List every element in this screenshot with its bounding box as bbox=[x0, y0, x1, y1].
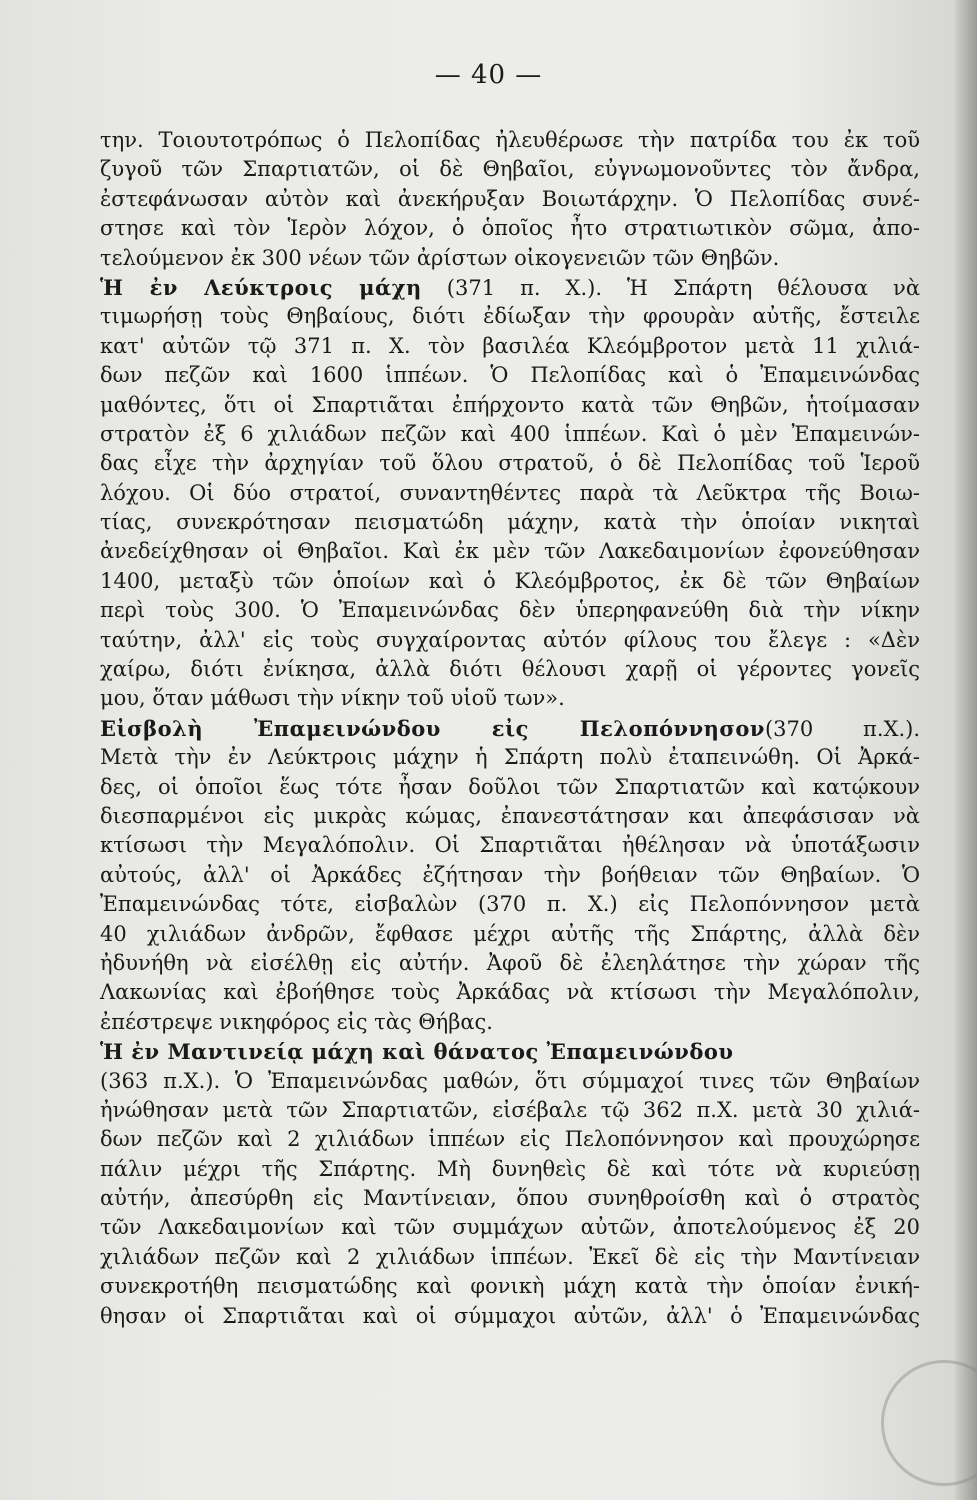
body-text bbox=[100, 126, 920, 1331]
line-text: τῶν Λακεδαιμονίων καὶ τῶν συμμάχων αὐτῶν, ἀποτελούμενος ἐξ 20 bbox=[100, 1215, 920, 1240]
line-text: την. Τοιουτοτρόπως ὁ Πελοπίδας ἠλευθέρωσε τὴν πατρίδα του ἐκ τοῦ bbox=[100, 128, 920, 152]
line-text: στησε καὶ τὸν Ἱερὸν λόχον, ὁ ὁποῖος ἦτο στρατιωτικὸν σῶμα, ἀπο- bbox=[100, 216, 920, 241]
page-number: — 40 — bbox=[434, 60, 543, 90]
line-text: 40 χιλιάδων ἀνδρῶν, ἔφθασε μέχρι αὐτῆς τῆς Σπάρτης, ἀλλὰ δὲν bbox=[100, 921, 920, 946]
line-text: 1400, μεταξὺ τῶν ὁποίων καὶ ὁ Κλεόμβροτος, ἐκ δὲ τῶν Θηβαίων bbox=[100, 568, 920, 593]
text-line bbox=[100, 479, 920, 508]
text-line bbox=[100, 244, 920, 273]
text-line bbox=[100, 1125, 920, 1154]
text-line bbox=[100, 920, 920, 949]
line-text: διεσπαρμένοι εἰς μικρὰς κώμας, ἐπανεστάτησαν και ἀπεφάσισαν νὰ bbox=[100, 803, 920, 828]
text-line bbox=[100, 890, 920, 919]
line-text: χαίρω, διότι ἐνίκησα, ἀλλὰ διότι θέλουσι χαρῇ οἱ γέροντες γονεῖς bbox=[100, 657, 920, 682]
line-text: ταύτην, ἀλλ' εἰς τοὺς συγχαίροντας αὐτόν φίλους του ἔλεγε : «Δὲν bbox=[100, 627, 920, 652]
line-text: κατ' αὐτῶν τῷ 371 π. Χ. τὸν βασιλέα Κλεόμβροτον μετὰ 11 χιλιά- bbox=[100, 333, 920, 358]
text-line bbox=[100, 361, 920, 390]
text-line bbox=[100, 155, 920, 184]
line-text: (363 π.Χ.). Ὁ Ἐπαμεινώνδας μαθών, ὅτι σύμμαχοί τινες τῶν Θηβαίων bbox=[100, 1068, 920, 1093]
text-line bbox=[100, 420, 920, 449]
line-text: μαθόντες, ὅτι οἱ Σπαρτιᾶται ἐπήρχοντο κατὰ τῶν Θηβῶν, ἡτοίμασαν bbox=[100, 392, 920, 417]
text-line bbox=[100, 684, 920, 713]
line-text: (370 π.Χ.). bbox=[764, 716, 920, 741]
line-text: χιλιάδων πεζῶν καὶ 2 χιλιάδων ἱππέων. Ἐκεῖ δὲ εἰς τὴν Μαντίνειαν bbox=[100, 1244, 920, 1269]
line-text: στρατὸν ἐξ 6 χιλιάδων πεζῶν καὶ 400 ἱππέων. Καὶ ὁ μὲν Ἐπαμεινών- bbox=[100, 421, 920, 446]
section-heading-line bbox=[100, 714, 920, 743]
line-text: λόχου. Οἱ δύο στρατοί, συναντηθέντες παρὰ τὰ Λεῦκτρα τῆς Βοιω- bbox=[100, 480, 920, 505]
line-text: αὐτήν, ἀπεσύρθη εἰς Μαντίνειαν, ὅπου συνηθροίσθη καὶ ὁ στρατὸς bbox=[100, 1186, 920, 1211]
line-text: ἐστεφάνωσαν αὐτὸν καὶ ἀνεκήρυξαν Βοιωτάρχην. Ὁ Πελοπίδας συνέ- bbox=[100, 186, 920, 211]
line-text: ἀνεδείχθησαν οἱ Θηβαῖοι. Καὶ ἐκ μὲν τῶν Λακεδαιμονίων ἐφονεύθησαν bbox=[100, 539, 920, 564]
section-heading: Ἡ ἐν Μαντινείᾳ μάχη καὶ θάνατος Ἐπαμεινώνδου bbox=[100, 1039, 734, 1065]
text-line bbox=[100, 596, 920, 625]
text-line bbox=[100, 567, 920, 596]
line-text: δων πεζῶν καὶ 2 χιλιάδων ἱππέων εἰς Πελοπόννησον καὶ προυχώρησε bbox=[100, 1127, 920, 1152]
text-line bbox=[100, 831, 920, 860]
text-line bbox=[100, 1008, 920, 1037]
text-line bbox=[100, 214, 920, 243]
line-text: ἐπέστρεψε νικηφόρος εἰς τὰς Θήβας. bbox=[100, 1009, 493, 1034]
section-heading: Εἰσβολὴ Ἐπαμεινώνδου εἰς Πελοπόννησον bbox=[100, 715, 765, 741]
line-text: τίας, συνεκρότησαν πεισματώδη μάχην, κατὰ τὴν ὁποίαν νικηταὶ bbox=[100, 510, 920, 535]
line-text: ἠνώθησαν μετὰ τῶν Σπαρτιατῶν, εἰσέβαλε τῷ 362 π.Χ. μετὰ 30 χιλιά- bbox=[100, 1097, 920, 1122]
line-text: Ἐπαμεινώνδας τότε, εἰσβαλὼν (370 π. Χ.) εἰς Πελοπόννησον μετὰ bbox=[100, 892, 920, 917]
text-line bbox=[100, 861, 920, 890]
text-line bbox=[100, 626, 920, 655]
line-text: πάλιν μέχρι τῆς Σπάρτης. Μὴ δυνηθεὶς δὲ καὶ τότε νὰ κυριεύσῃ bbox=[100, 1156, 920, 1181]
line-text: τιμωρήσῃ τοὺς Θηβαίους, διότι ἐδίωξαν τὴν φρουρὰν αὐτῆς, ἔστειλε bbox=[100, 304, 920, 329]
line-text: (371 π. Χ.). Ἡ Σπάρτη θέλουσα νὰ bbox=[421, 275, 921, 300]
text-line bbox=[100, 1213, 920, 1242]
section-heading: Ἡ ἐν Λεύκτροις μάχη bbox=[100, 274, 422, 300]
text-line bbox=[100, 508, 920, 537]
text-line bbox=[100, 655, 920, 684]
line-text: δας εἶχε τὴν ἀρχηγίαν τοῦ ὅλου στρατοῦ, ὁ δὲ Πελοπίδας τοῦ Ἱεροῦ bbox=[100, 451, 920, 476]
text-line bbox=[100, 332, 920, 361]
line-text: μου, ὅταν μάθωσι τὴν νίκην τοῦ υἱοῦ των». bbox=[100, 686, 565, 711]
text-line bbox=[100, 1096, 920, 1125]
line-text: αὐτούς, ἀλλ' οἱ Ἀρκάδες ἐζήτησαν τὴν βοήθειαν τῶν Θηβαίων. Ὁ bbox=[100, 862, 920, 887]
section-heading-line bbox=[100, 1037, 920, 1066]
text-line bbox=[100, 1184, 920, 1213]
line-text: τελούμενον ἐκ 300 νέων τῶν ἀρίστων οἰκογενειῶν τῶν Θηβῶν. bbox=[100, 245, 780, 270]
text-line bbox=[100, 978, 920, 1007]
library-stamp bbox=[881, 1360, 977, 1486]
line-text: ἠδυνήθη νὰ εἰσέλθῃ εἰς αὐτήν. Ἀφοῦ δὲ ἐλεηλάτησε τὴν χώραν τῆς bbox=[100, 950, 920, 975]
text-line bbox=[100, 1067, 920, 1096]
text-line bbox=[100, 773, 920, 802]
line-text: δες, οἱ ὁποῖοι ἕως τότε ἦσαν δοῦλοι τῶν Σπαρτιατῶν καὶ κατῴκουν bbox=[100, 774, 920, 799]
text-line bbox=[100, 1243, 920, 1272]
line-text: συνεκροτήθη πεισματώδης καὶ φονικὴ μάχη κατὰ τὴν ὁποίαν ἐνική- bbox=[100, 1274, 920, 1299]
line-text: Λακωνίας καὶ ἐβοήθησε τοὺς Ἀρκάδας νὰ κτίσωσι τὴν Μεγαλόπολιν, bbox=[100, 980, 920, 1005]
text-line bbox=[100, 537, 920, 566]
text-line bbox=[100, 743, 920, 772]
page-edge-shadow bbox=[955, 0, 977, 1500]
text-line bbox=[100, 449, 920, 478]
line-text: περὶ τοὺς 300. Ὁ Ἐπαμεινώνδας δὲν ὑπερηφανεύθη διὰ τὴν νίκην bbox=[100, 598, 920, 623]
text-line bbox=[100, 126, 920, 155]
text-line bbox=[100, 391, 920, 420]
text-line bbox=[100, 1302, 920, 1331]
line-text: Μετὰ τὴν ἐν Λεύκτροις μάχην ἡ Σπάρτη πολὺ ἐταπεινώθη. Οἱ Ἀρκά- bbox=[100, 745, 920, 770]
line-text: θησαν οἱ Σπαρτιᾶται καὶ οἱ σύμμαχοι αὐτῶν, ἀλλ' ὁ Ἐπαμεινώνδας bbox=[100, 1303, 920, 1328]
text-line bbox=[100, 1272, 920, 1301]
text-line bbox=[100, 802, 920, 831]
line-text: ζυγοῦ τῶν Σπαρτιατῶν, οἱ δὲ Θηβαῖοι, εὐγνωμονοῦντες τὸν ἄνδρα, bbox=[100, 157, 920, 182]
text-line bbox=[100, 302, 920, 331]
text-line bbox=[100, 185, 920, 214]
line-text: κτίσωσι τὴν Μεγαλόπολιν. Οἱ Σπαρτιᾶται ἠθέλησαν νὰ ὑποτάξωσιν bbox=[100, 833, 920, 858]
text-line bbox=[100, 1155, 920, 1184]
section-heading-line bbox=[100, 273, 920, 302]
line-text: δων πεζῶν καὶ 1600 ἱππέων. Ὁ Πελοπίδας καὶ ὁ Ἐπαμεινώνδας bbox=[100, 363, 920, 388]
text-line bbox=[100, 949, 920, 978]
